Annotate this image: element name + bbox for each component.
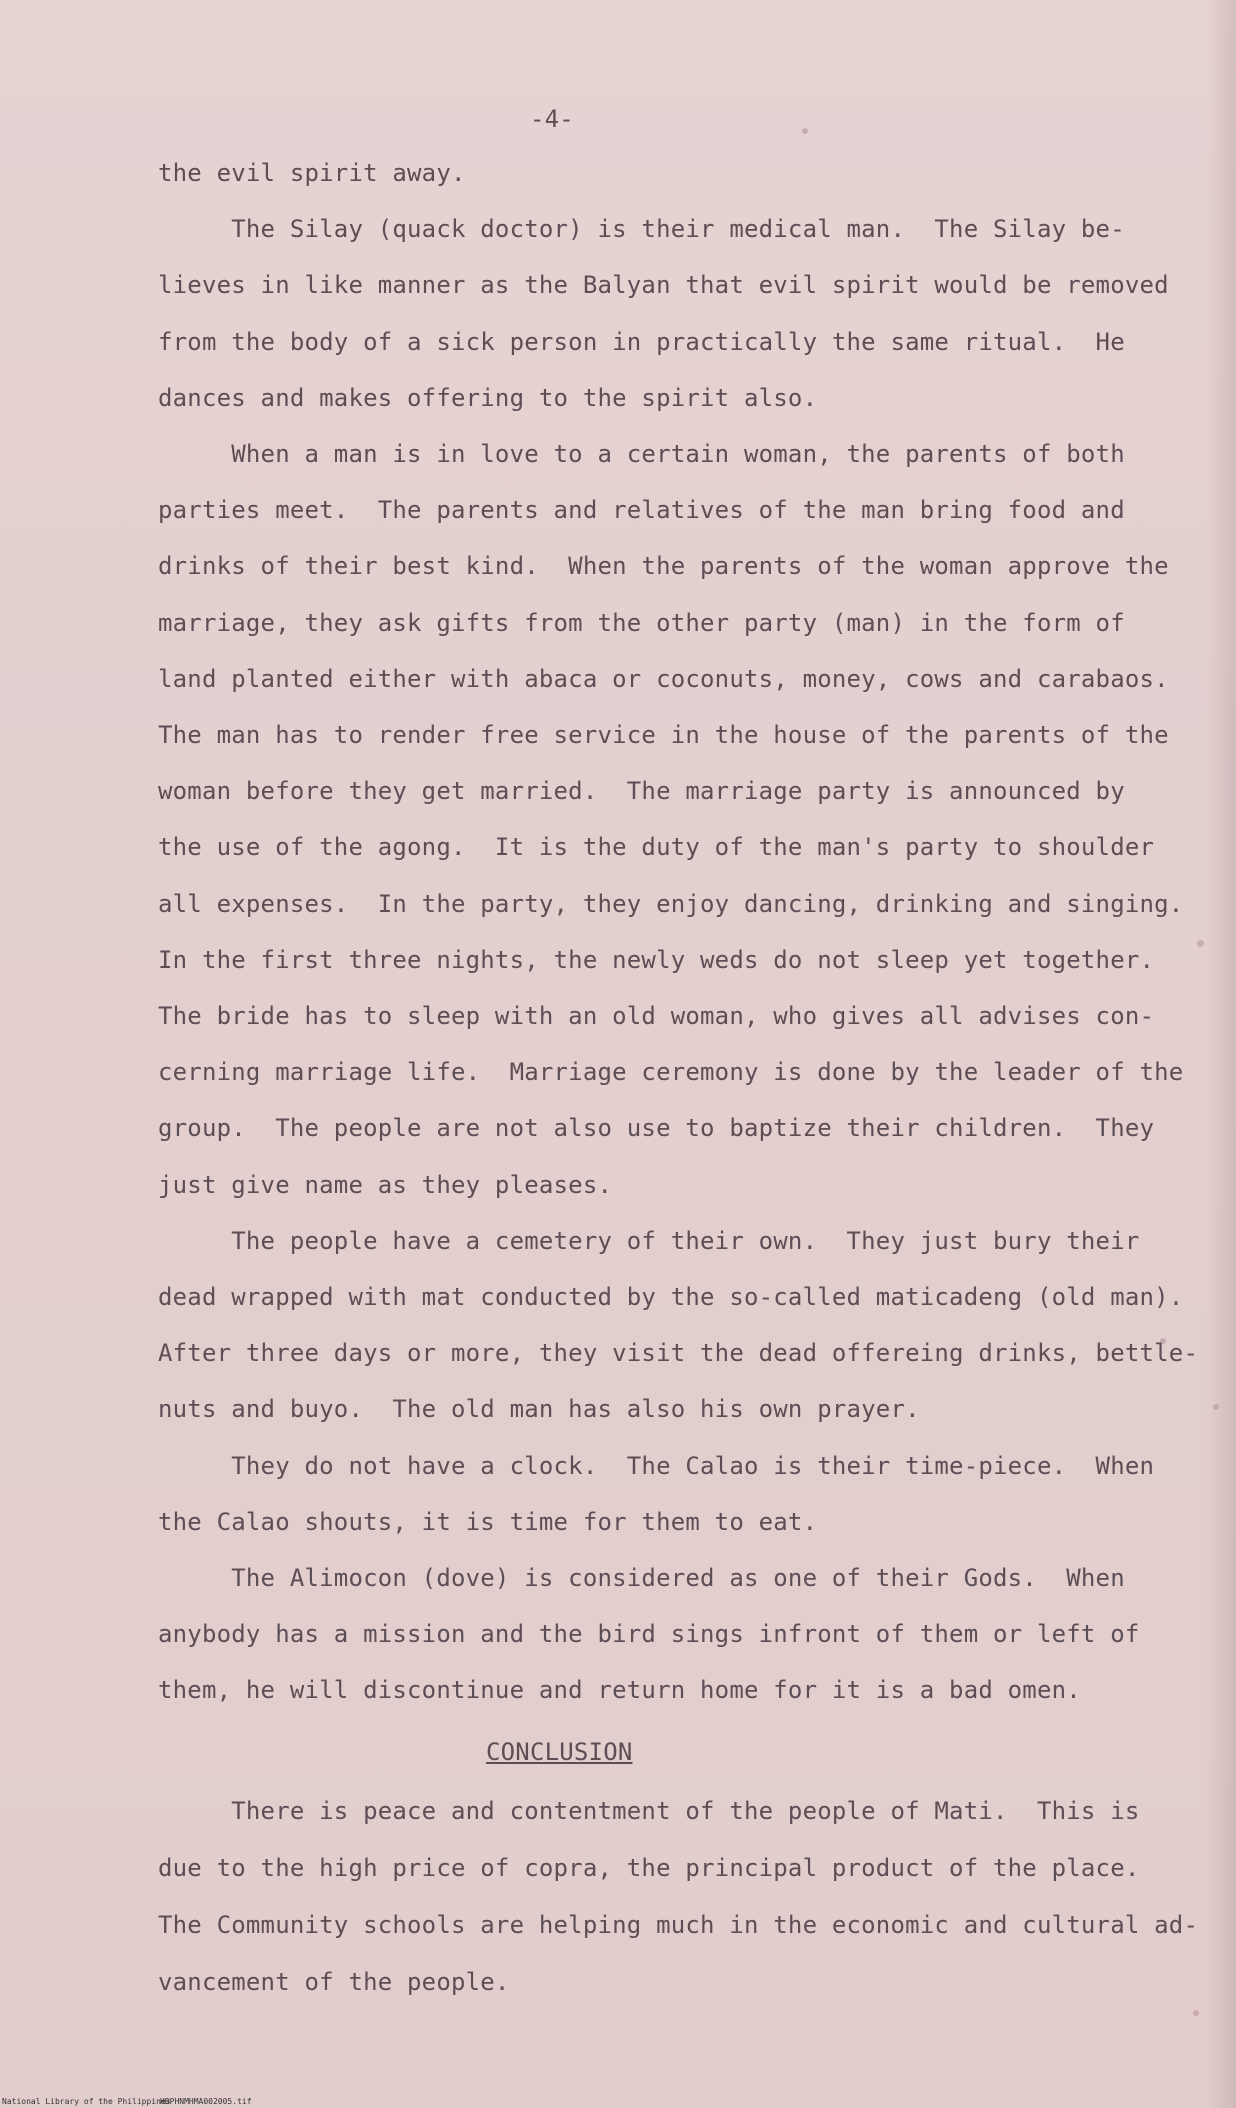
text-line: dances and makes offering to the spirit also. [158,384,818,412]
conclusion-line: due to the high price of copra, the principal product of the place. [158,1854,1140,1882]
text-line: lieves in like manner as the Balyan that evil spirit would be removed [158,271,1169,299]
text-line: When a man is in love to a certain woman, the parents of both [158,440,1125,468]
text-line: the Calao shouts, it is time for them to eat. [158,1508,818,1536]
text-line: The Alimocon (dove) is considered as one of their Gods. When [158,1564,1125,1592]
section-heading: CONCLUSION [486,1738,633,1766]
text-line: In the first three nights, the newly weds do not sleep yet together. [158,946,1155,974]
paper-speck [1193,2010,1199,2016]
text-line: just give name as they pleases. [158,1171,613,1199]
text-line: from the body of a sick person in practically the same ritual. He [158,328,1125,356]
text-line: drinks of their best kind. When the parents of the woman approve the [158,552,1169,580]
text-line: The people have a cemetery of their own. They just bury their [158,1227,1140,1255]
footer-file-name: HDPHNMHMA002005.tif [160,2097,252,2106]
text-line: nuts and buyo. The old man has also his own prayer. [158,1395,920,1423]
text-line: land planted either with abaca or coconuts, money, cows and carabaos. [158,665,1169,693]
text-line: parties meet. The parents and relatives of the man bring food and [158,496,1125,524]
text-line: the evil spirit away. [158,159,466,187]
conclusion-line: There is peace and contentment of the people of Mati. This is [158,1797,1140,1825]
text-line: woman before they get married. The marriage party is announced by [158,777,1125,805]
text-line: them, he will discontinue and return home for it is a bad omen. [158,1676,1081,1704]
text-line: The Silay (quack doctor) is their medical man. The Silay be- [158,215,1125,243]
text-line: After three days or more, they visit the dead offereing drinks, bettle- [158,1339,1199,1367]
paper-speck [1213,1404,1219,1410]
paper-speck [802,128,808,134]
paper-speck [1197,940,1204,947]
text-line: The man has to render free service in the house of the parents of the [158,721,1169,749]
page-number: -4- [530,105,574,133]
text-line: anybody has a mission and the bird sings infront of them or left of [158,1620,1140,1648]
text-line: group. The people are not also use to baptize their children. They [158,1114,1155,1142]
footer-library-name: National Library of the Philippines [2,2097,171,2106]
text-line: They do not have a clock. The Calao is their time-piece. When [158,1452,1155,1480]
page-edge-shadow [1206,0,1236,2108]
text-line: The bride has to sleep with an old woman, who gives all advises con- [158,1002,1155,1030]
text-line: the use of the agong. It is the duty of the man's party to shoulder [158,833,1155,861]
text-line: all expenses. In the party, they enjoy dancing, drinking and singing. [158,890,1184,918]
text-line: cerning marriage life. Marriage ceremony is done by the leader of the [158,1058,1184,1086]
conclusion-line: The Community schools are helping much in the economic and cultural ad- [158,1911,1199,1939]
text-line: dead wrapped with mat conducted by the so-called maticadeng (old man). [158,1283,1184,1311]
conclusion-line: vancement of the people. [158,1968,510,1996]
text-line: marriage, they ask gifts from the other party (man) in the form of [158,609,1125,637]
